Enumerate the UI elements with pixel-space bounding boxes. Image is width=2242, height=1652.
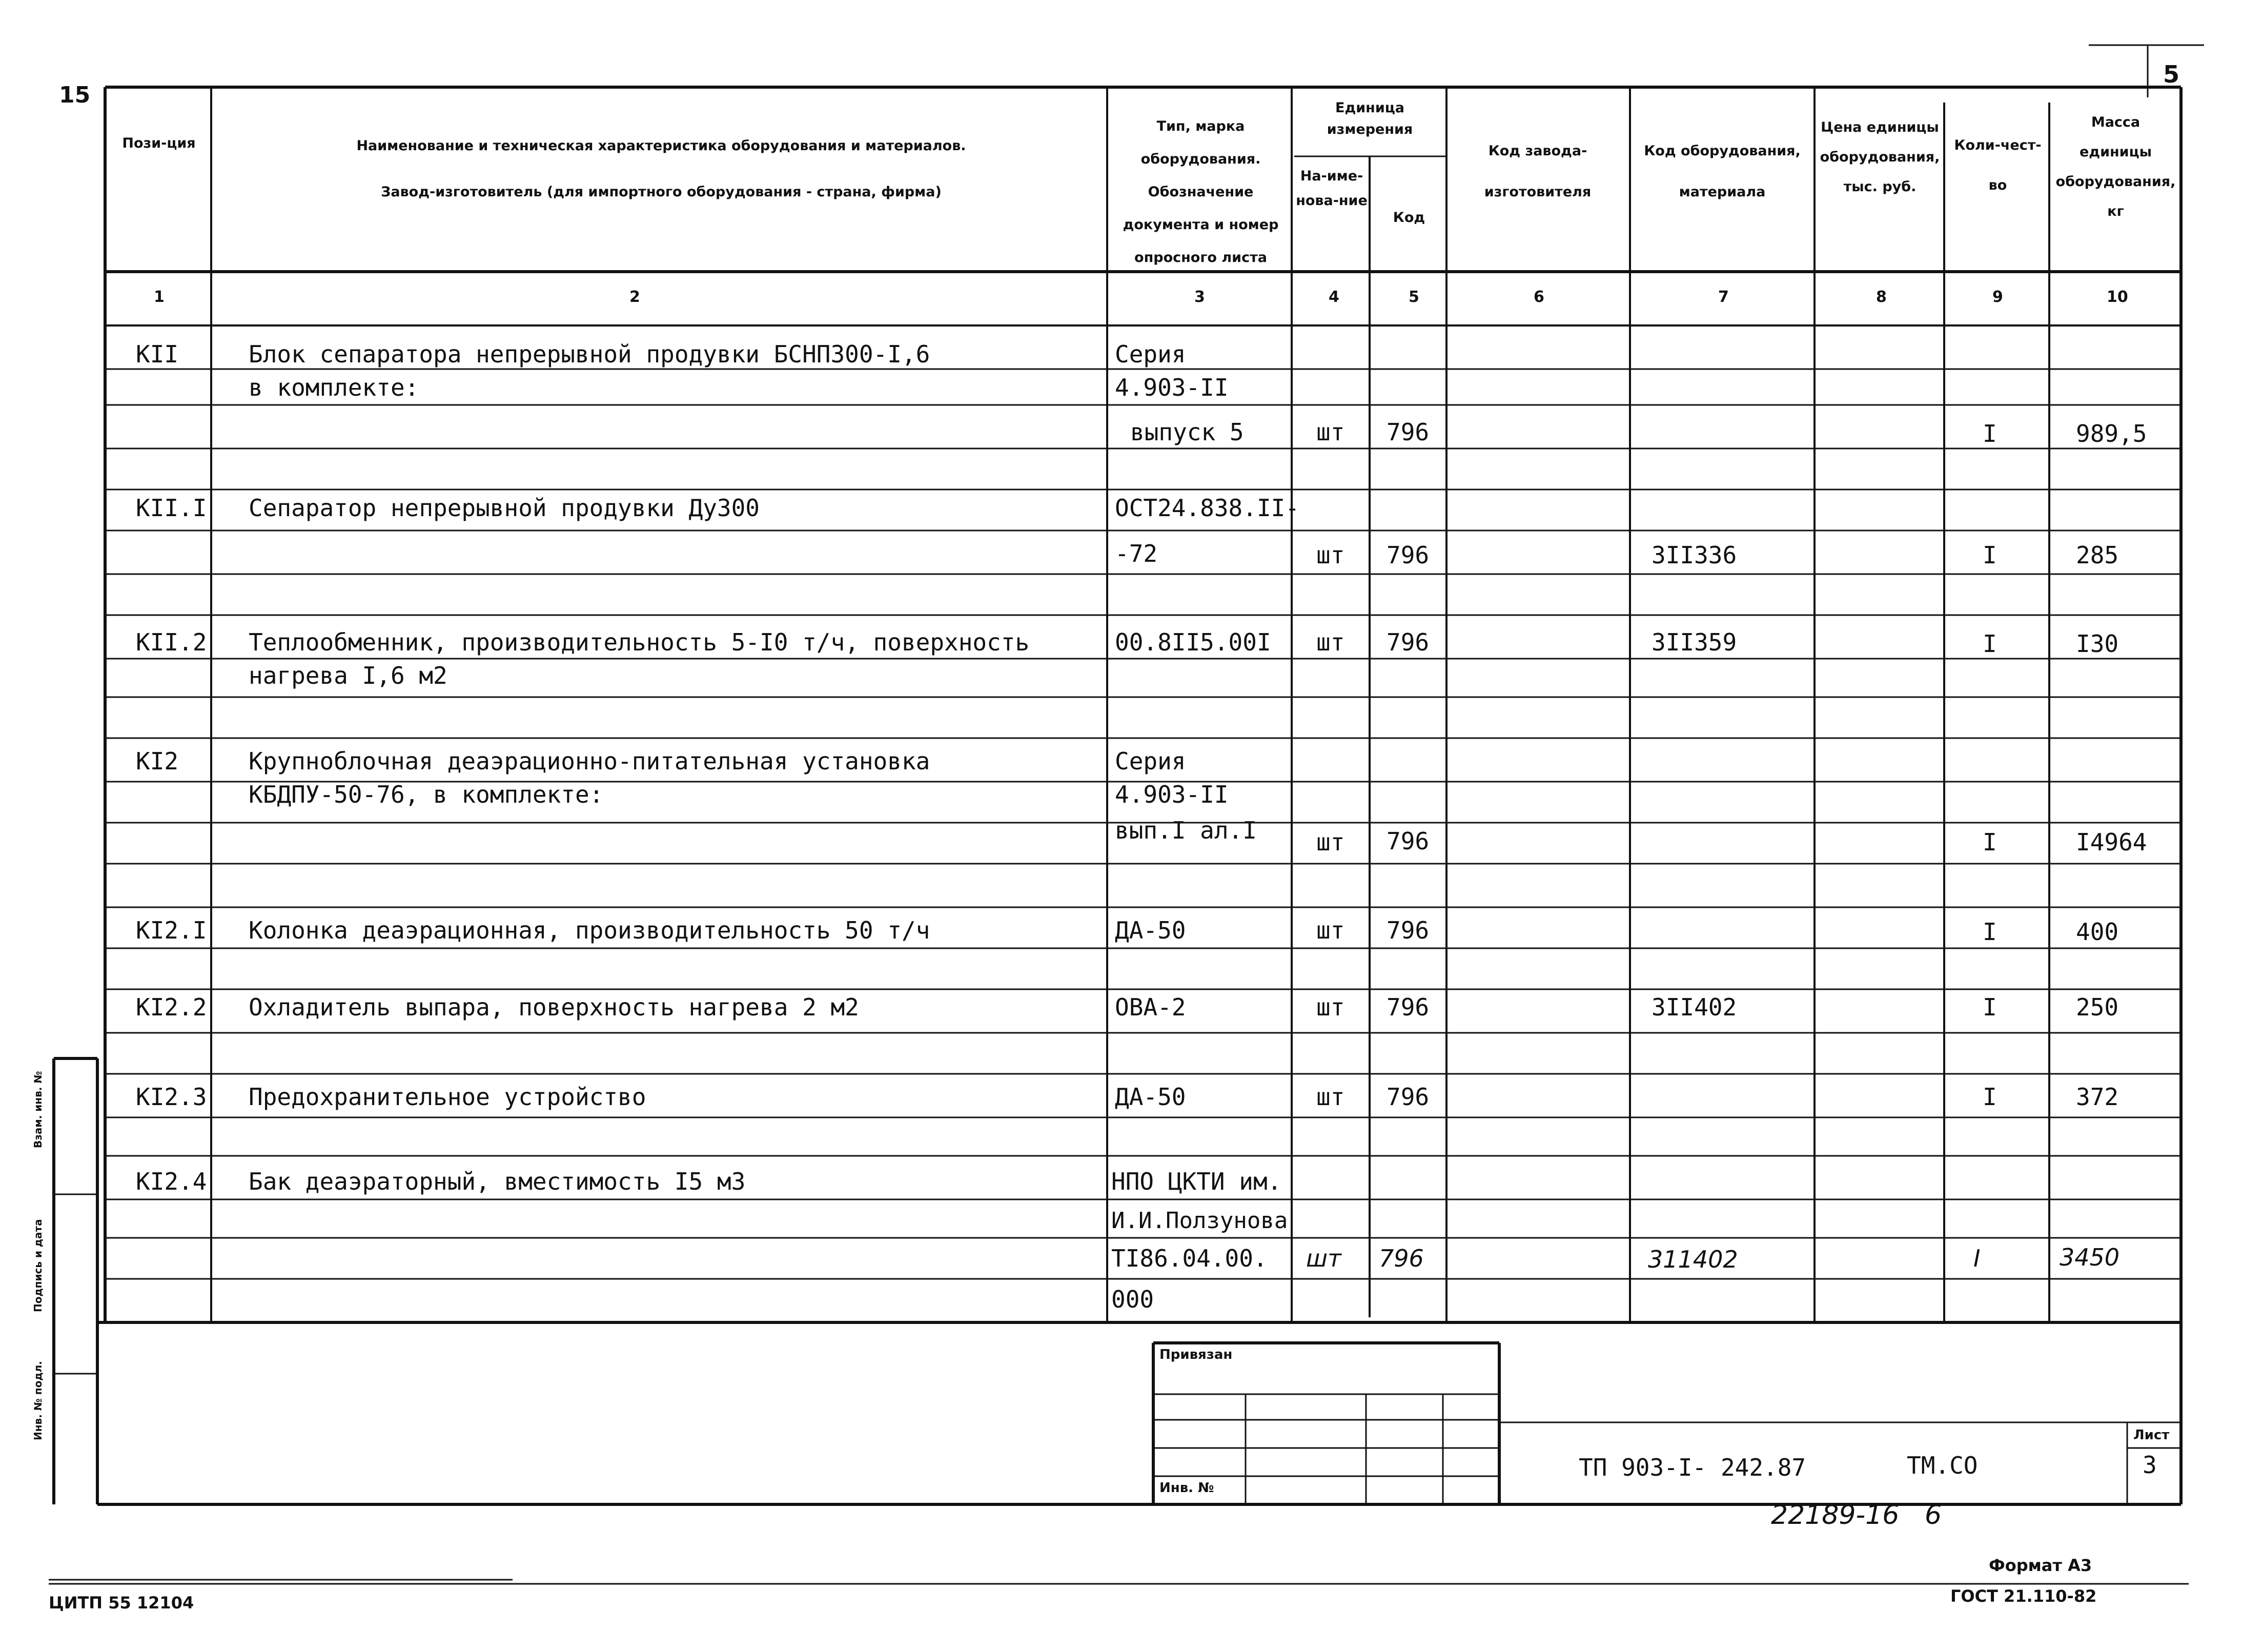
table-cell-type: 000 [1111, 1286, 1154, 1313]
table-cell-type: 4.903-II [1115, 781, 1229, 808]
table-cell-name: Крупноблочная деаэрационно-питательная установка [249, 747, 930, 775]
column-number-1: 1 [154, 288, 165, 306]
handwritten-registration-number: 22189-16 6 [1771, 1500, 1942, 1531]
table-cell-code: 796 [1387, 628, 1430, 656]
table-cell-code: 796 [1387, 418, 1430, 446]
gost-standard: ГОСТ 21.110-82 [1950, 1586, 2097, 1606]
table-cell-type: ДА-50 [1115, 916, 1186, 944]
table-cell-name: Предохранительное устройство [249, 1083, 646, 1111]
column-number-4: 4 [1329, 288, 1339, 306]
table-cell-code: 796 [1387, 1083, 1430, 1111]
publisher-code: ЦИТП 55 12104 [49, 1593, 194, 1613]
table-cell-equipment-code: 311402 [1648, 1246, 1738, 1273]
header-name-line1: Наименование и техническая характеристика оборудования и материалов. [356, 138, 966, 154]
table-cell-type: Серия [1115, 340, 1186, 368]
header-unit-group: Единица измерения [1327, 100, 1413, 137]
table-cell-position: КII.I [136, 494, 207, 522]
table-cell-unit: шт [1316, 418, 1345, 446]
table-cell-equipment-code: 3II359 [1652, 628, 1737, 656]
table-cell-name: Теплообменник, производительность 5-I0 т/ч, поверхность [249, 628, 1030, 656]
table-cell-name: Охладитель выпара, поверхность нагрева 2 м2 [249, 993, 859, 1021]
table-cell-mass: 372 [2076, 1083, 2119, 1111]
paper-format: Формат А3 [1989, 1556, 2092, 1575]
table-cell-code: 796 [1387, 827, 1430, 855]
corner-page-number: 15 [59, 82, 91, 108]
table-cell-name: нагрева I,6 м2 [249, 662, 447, 689]
table-cell-quantity: I [1983, 541, 1997, 569]
table-cell-quantity: I [1983, 828, 1997, 856]
table-cell-unit: шт [1316, 993, 1345, 1021]
table-cell-code: 796 [1379, 1245, 1424, 1272]
table-cell-name: Бак деаэраторный, вместимость I5 м3 [249, 1168, 746, 1195]
header-mass: Масса единицы оборудования, кг [2055, 114, 2176, 219]
table-cell-type: ДА-50 [1115, 1083, 1186, 1111]
table-cell-code: 796 [1387, 541, 1430, 569]
table-cell-mass: 3450 [2060, 1243, 2120, 1271]
sheet-box-number: 5 [2163, 60, 2180, 88]
table-cell-position: КI2.4 [136, 1168, 207, 1195]
header-quantity: Коли-чест-во [1954, 137, 2042, 193]
table-cell-type: НПО ЦКТИ им. [1111, 1168, 1282, 1195]
table-cell-type: выпуск 5 [1130, 418, 1244, 446]
table-cell-mass: 989,5 [2076, 420, 2147, 447]
stamp-privyazan-label: Привязан [1159, 1347, 1233, 1362]
table-cell-type: ОСТ24.838.II- [1115, 494, 1300, 522]
header-position: Пози-ция [122, 135, 196, 151]
table-cell-equipment-code: 3II402 [1652, 993, 1737, 1021]
table-cell-quantity: I [1983, 1083, 1997, 1111]
table-cell-type: вып.I ал.I [1115, 817, 1257, 844]
column-number-10: 10 [2107, 288, 2128, 306]
header-unit-name: На-име-нова-ние [1296, 168, 1368, 209]
table-cell-name: Блок сепаратора непрерывной продувки БСНП300-I,6 [249, 340, 930, 368]
table-cell-mass: 250 [2076, 993, 2119, 1021]
sheet-label: Лист [2133, 1427, 2170, 1443]
column-number-7: 7 [1718, 288, 1729, 306]
table-cell-name: Сепаратор непрерывной продувки Ду300 [249, 494, 760, 522]
table-cell-quantity: I [1983, 630, 1997, 658]
table-cell-unit: шт [1306, 1245, 1341, 1272]
table-cell-type: 00.8II5.00I [1115, 628, 1271, 656]
table-cell-code: 796 [1387, 916, 1430, 944]
table-cell-position: КII [136, 340, 179, 368]
table-cell-position: КI2.3 [136, 1083, 207, 1111]
document-code: ТП 903-I- 242.87 [1579, 1454, 1806, 1481]
sheet-number: 3 [2143, 1451, 2157, 1479]
column-number-2: 2 [629, 288, 640, 306]
table-cell-mass: 285 [2076, 541, 2119, 569]
header-type: Тип, марка оборудования. Обозначение документа и номер опросного листа [1123, 118, 1279, 266]
column-number-9: 9 [1992, 288, 2003, 306]
margin-label: Подпись и дата [32, 1219, 44, 1312]
header-name-line2: Завод-изготовитель (для импортного оборудования - страна, фирма) [381, 184, 942, 200]
table-cell-mass: I4964 [2076, 828, 2147, 856]
table-cell-position: КI2.I [136, 916, 207, 944]
table-cell-quantity: I [1973, 1245, 1981, 1272]
table-cell-unit: шт [1316, 916, 1345, 944]
header-price: Цена единицы оборудования, тыс. руб. [1820, 119, 1940, 195]
table-cell-name: в комплекте: [249, 374, 419, 401]
table-cell-code: 796 [1387, 993, 1430, 1021]
column-number-8: 8 [1876, 288, 1887, 306]
table-cell-type: И.И.Ползунова [1111, 1208, 1288, 1234]
table-cell-type: -72 [1115, 540, 1158, 567]
margin-label: Взам. инв. № [32, 1071, 44, 1148]
table-cell-mass: 400 [2076, 918, 2119, 946]
table-cell-equipment-code: 3II336 [1652, 541, 1737, 569]
column-number-5: 5 [1409, 288, 1419, 306]
table-cell-unit: шт [1316, 541, 1345, 569]
header-equipment-code: Код оборудования, материала [1644, 143, 1801, 200]
table-cell-type: 4.903-II [1115, 374, 1229, 401]
table-cell-type: ОВА-2 [1115, 993, 1186, 1021]
table-cell-position: КI2.2 [136, 993, 207, 1021]
column-number-3: 3 [1194, 288, 1205, 306]
table-cell-type: Серия [1115, 747, 1186, 775]
table-cell-name: Колонка деаэрационная, производительность 50 т/ч [249, 916, 930, 944]
table-cell-quantity: I [1983, 993, 1997, 1021]
document-suffix: ТМ.СО [1907, 1452, 1978, 1479]
table-cell-position: КII.2 [136, 628, 207, 656]
table-cell-quantity: I [1983, 918, 1997, 946]
header-plant-code: Код завода-изготовителя [1484, 143, 1592, 200]
column-number-6: 6 [1534, 288, 1544, 306]
table-cell-unit: шт [1316, 1083, 1345, 1111]
table-cell-mass: I30 [2076, 630, 2119, 658]
header-unit-code: Код [1393, 210, 1425, 226]
table-cell-unit: шт [1316, 628, 1345, 656]
table-cell-type: ТI86.04.00. [1111, 1245, 1268, 1272]
stamp-inventory-label: Инв. № [1159, 1480, 1214, 1496]
table-cell-position: КI2 [136, 747, 179, 775]
table-cell-unit: шт [1316, 828, 1345, 856]
table-cell-name: КБДПУ-50-76, в комплекте: [249, 781, 604, 808]
table-cell-quantity: I [1983, 420, 1997, 447]
margin-label: Инв. № подл. [32, 1361, 44, 1440]
